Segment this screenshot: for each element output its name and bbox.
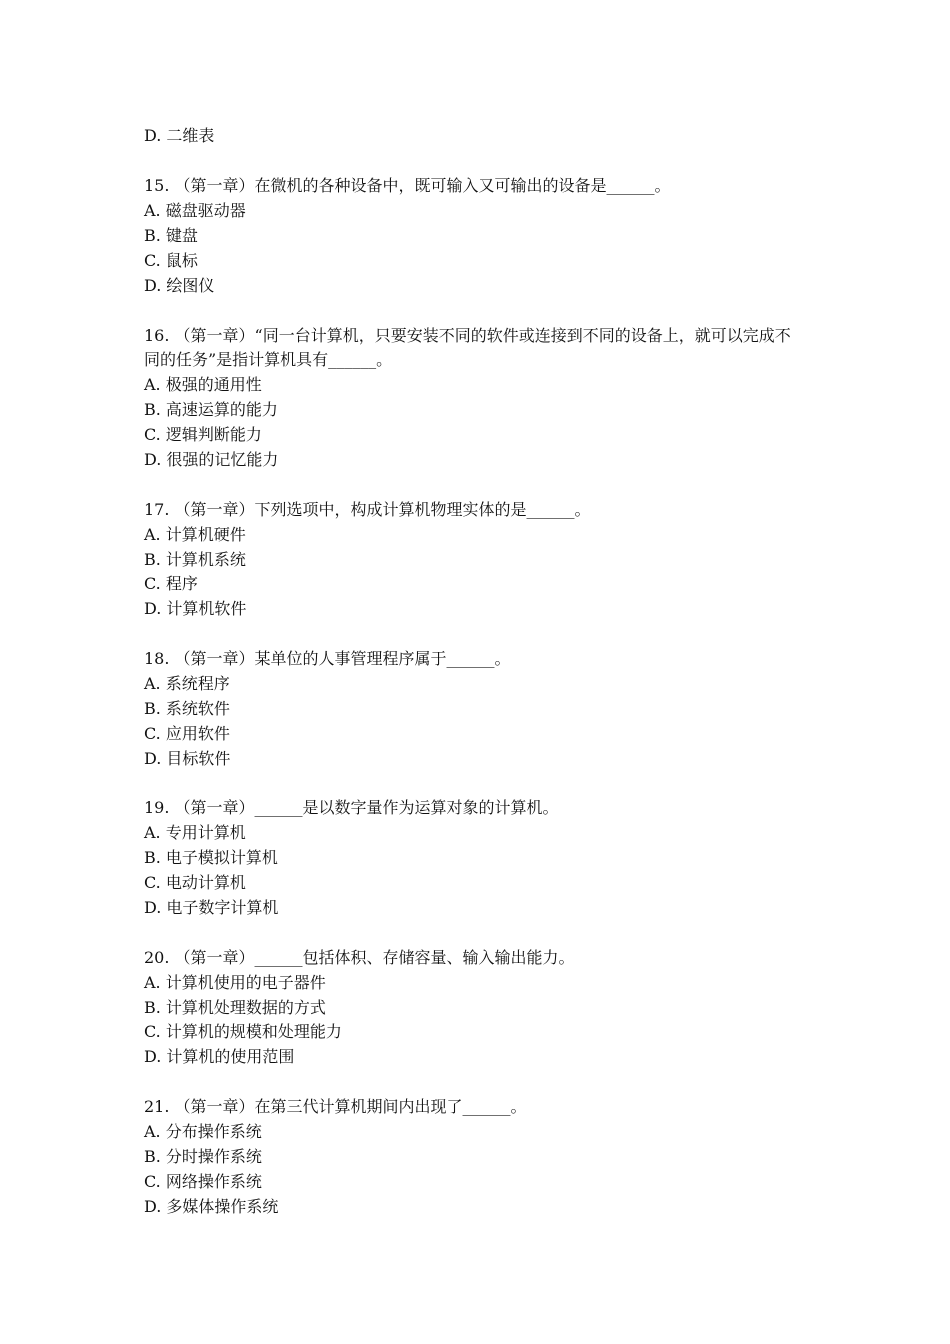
option-line: D. 绘图仪	[144, 276, 215, 295]
option-line: C. 鼠标	[144, 251, 198, 270]
option-line: B. 分时操作系统	[144, 1147, 262, 1166]
option-line: B. 系统软件	[144, 699, 230, 718]
option-line: A. 计算机使用的电子器件	[144, 973, 326, 992]
option-line: A. 计算机硬件	[144, 525, 246, 544]
option-line: B. 键盘	[144, 226, 198, 245]
question-stem: 19. （第一章）______是以数字量作为运算对象的计算机。	[144, 798, 559, 817]
option-line: D. 二维表	[144, 126, 215, 145]
option-line: A. 磁盘驱动器	[144, 201, 246, 220]
option-line: B. 计算机处理数据的方式	[144, 998, 326, 1017]
question-stem: 21. （第一章）在第三代计算机期间内出现了______。	[144, 1097, 527, 1116]
option-line: D. 计算机的使用范围	[144, 1047, 295, 1066]
question-stem: 16. （第一章）“同一台计算机，只要安装不同的软件或连接到不同的设备上，就可以完成不	[144, 326, 791, 345]
option-line: A. 系统程序	[144, 674, 230, 693]
option-line: D. 电子数字计算机	[144, 898, 279, 917]
option-line: D. 很强的记忆能力	[144, 450, 279, 469]
option-line: C. 计算机的规模和处理能力	[144, 1022, 342, 1041]
question-stem: 17. （第一章）下列选项中，构成计算机物理实体的是______。	[144, 500, 591, 519]
option-line: B. 高速运算的能力	[144, 400, 278, 419]
option-line: A. 专用计算机	[144, 823, 246, 842]
question-stem: 同的任务”是指计算机具有______。	[144, 350, 393, 369]
question-stem: 15. （第一章）在微机的各种设备中，既可输入又可输出的设备是______。	[144, 176, 671, 195]
option-line: B. 电子模拟计算机	[144, 848, 278, 867]
option-line: D. 目标软件	[144, 749, 231, 768]
option-line: C. 程序	[144, 574, 198, 593]
option-line: C. 逻辑判断能力	[144, 425, 262, 444]
question-stem: 18. （第一章）某单位的人事管理程序属于______。	[144, 649, 511, 668]
option-line: C. 应用软件	[144, 724, 230, 743]
option-line: C. 电动计算机	[144, 873, 246, 892]
option-line: D. 多媒体操作系统	[144, 1197, 279, 1216]
option-line: D. 计算机软件	[144, 599, 247, 618]
option-line: C. 网络操作系统	[144, 1172, 262, 1191]
question-stem: 20. （第一章）______包括体积、存储容量、输入输出能力。	[144, 948, 575, 967]
option-line: B. 计算机系统	[144, 550, 246, 569]
option-line: A. 极强的通用性	[144, 375, 262, 394]
option-line: A. 分布操作系统	[144, 1122, 262, 1141]
